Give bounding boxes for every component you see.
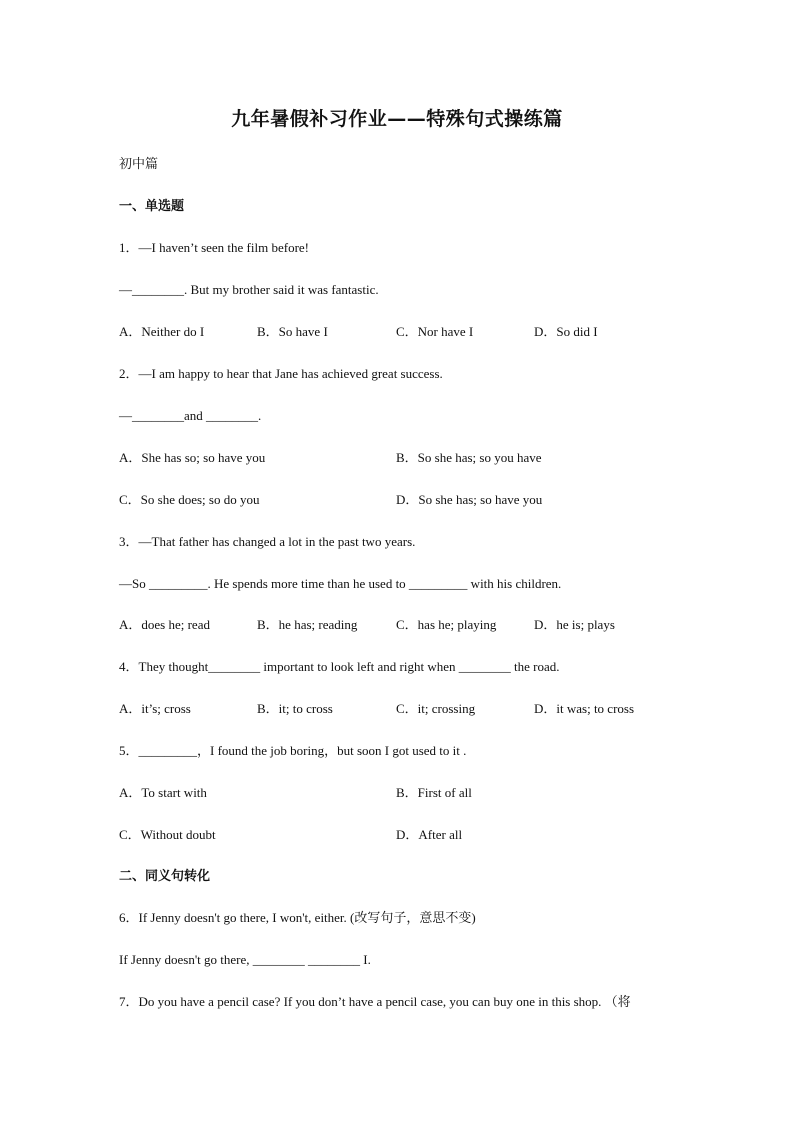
level-label: 初中篇 (119, 157, 159, 172)
q4-option-a: A．it’s; cross (119, 701, 191, 716)
q1-option-c: C．Nor have I (396, 324, 474, 339)
q3-option-d: D．he is; plays (534, 617, 615, 632)
q3-option-a: A．does he; read (119, 617, 210, 632)
q3-option-b: B．he has; reading (257, 617, 358, 632)
q6-stem: 6．If Jenny doesn't go there, I won't, either. (改写句子，意思不变) (119, 910, 476, 925)
q2-option-c: C．So she does; so do you (119, 492, 260, 507)
q2-option-b: B．So she has; so you have (396, 450, 542, 465)
q1-option-a: A．Neither do I (119, 324, 205, 339)
q3-option-c: C．has he; playing (396, 617, 497, 632)
q2-option-a: A．She has so; so have you (119, 450, 266, 465)
q4-stem: 4．They thought________ important to look left and right when ________ the road. (119, 659, 560, 674)
section-heading-single-choice: 一、单选题 (119, 199, 185, 214)
q5-option-b: B．First of all (396, 785, 472, 800)
q1-stem: 1．—I haven’t seen the film before! (119, 240, 309, 255)
q2-stem: 2．—I am happy to hear that Jane has achieved great success. (119, 366, 443, 381)
q7-stem: 7．Do you have a pencil case? If you don’t have a pencil case, you can buy one in this shop. （将 (119, 994, 631, 1009)
q6-answer-line: If Jenny doesn't go there, ________ ________ I. (119, 952, 371, 967)
q2-option-d: D．So she has; so have you (396, 492, 543, 507)
q5-option-a: A．To start with (119, 785, 207, 800)
q5-stem: 5．_________，I found the job boring，but soon I got used to it . (119, 743, 467, 758)
q4-option-b: B．it; to cross (257, 701, 333, 716)
q4-option-c: C．it; crossing (396, 701, 476, 716)
q5-option-c: C．Without doubt (119, 827, 216, 842)
q1-reply: —________. But my brother said it was fantastic. (119, 282, 379, 297)
section-heading-synonym-sentences: 二、同义句转化 (119, 869, 211, 884)
q1-option-d: D．So did I (534, 324, 598, 339)
q1-option-b: B．So have I (257, 324, 328, 339)
q3-stem: 3．—That father has changed a lot in the past two years. (119, 534, 416, 549)
page-title: 九年暑假补习作业——特殊句式操练篇 (231, 108, 563, 130)
q4-option-d: D．it was; to cross (534, 701, 635, 716)
q5-option-d: D．After all (396, 827, 463, 842)
q3-reply: —So _________. He spends more time than he used to _________ with his children. (119, 576, 562, 591)
q2-reply: —________and ________. (119, 408, 262, 423)
